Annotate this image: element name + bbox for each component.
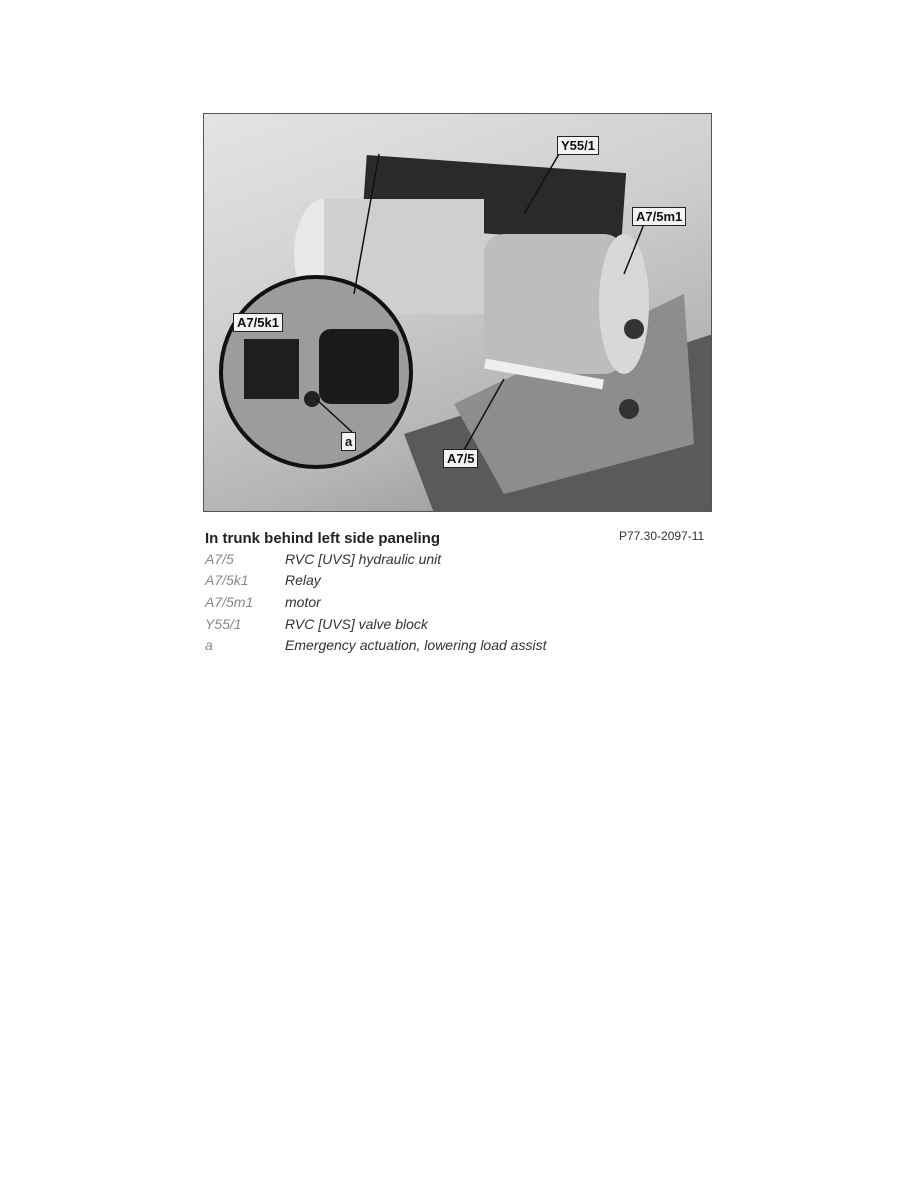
legend-code: A7/5k1 bbox=[205, 572, 249, 588]
legend-row bbox=[205, 616, 428, 632]
figure-caption: In trunk behind left side paneling bbox=[205, 530, 441, 547]
callout-y55-1: Y55/1 bbox=[557, 136, 599, 155]
legend-row bbox=[205, 594, 321, 610]
component-photo bbox=[203, 113, 712, 512]
legend-desc: Emergency actuation, lowering load assist bbox=[285, 637, 547, 653]
legend-desc: Relay bbox=[285, 572, 321, 588]
legend-desc: RVC [UVS] hydraulic unit bbox=[285, 551, 442, 567]
callout-a7-5: A7/5 bbox=[443, 449, 478, 468]
legend-row bbox=[205, 637, 546, 653]
legend-desc: RVC [UVS] valve block bbox=[285, 616, 428, 632]
callout-a7-5m1: A7/5m1 bbox=[632, 207, 686, 226]
legend-code: A7/5m1 bbox=[205, 594, 254, 610]
legend-code: a bbox=[205, 637, 213, 653]
legend-row bbox=[205, 551, 441, 567]
legend-code: Y55/1 bbox=[205, 616, 242, 632]
callout-a7-5k1: A7/5k1 bbox=[233, 313, 283, 332]
callout-a: a bbox=[341, 432, 356, 451]
figure-id: P77.30-2097-11 bbox=[619, 529, 705, 543]
legend-desc: motor bbox=[285, 594, 321, 610]
legend-code: A7/5 bbox=[205, 551, 234, 567]
legend-row bbox=[205, 572, 321, 588]
